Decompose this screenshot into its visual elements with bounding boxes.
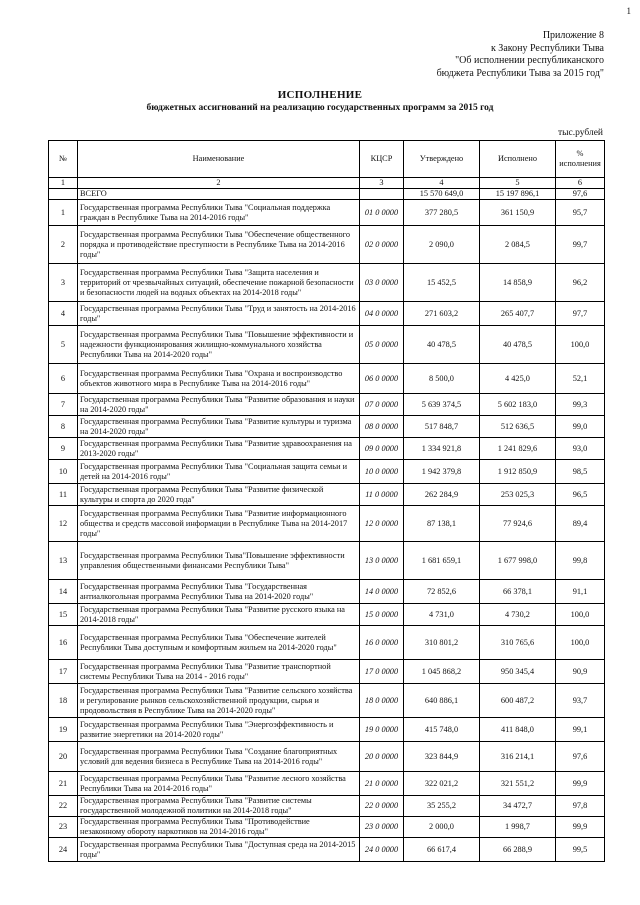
kcsr-code: 15 0 0000 — [360, 604, 404, 626]
total-row — [49, 189, 605, 200]
table-row — [49, 838, 605, 862]
kcsr-code: 02 0 0000 — [360, 226, 404, 264]
table-row — [49, 718, 605, 742]
percent-value: 98,5 — [556, 460, 605, 484]
column-index: 1 — [49, 178, 78, 189]
executed-value: 265 407,7 — [480, 302, 556, 326]
row-number: 17 — [49, 660, 78, 684]
program-name: Государственная программа Республики Тыва "Повышение эффективности и надежности функционирования жилищно-коммунального хозяйства Республики Тыва на 2014-2020 годы" — [78, 326, 360, 364]
kcsr-code: 05 0 0000 — [360, 326, 404, 364]
program-name: Государственная программа Республики Тыва "Социальная поддержка граждан в Республике Тыва на 2014-2016 годы" — [78, 200, 360, 226]
percent-value: 100,0 — [556, 326, 605, 364]
approved-value: 322 021,2 — [404, 772, 480, 796]
program-name: Государственная программа Республики Тыва "Развитие сельского хозяйства и регулирование рынков сельскохозяйственной продукции, сырья и продовольствия в Республике Тыва на 2014-2020 годы" — [78, 684, 360, 718]
row-number: 21 — [49, 772, 78, 796]
units-label: тыс.рублей — [557, 128, 603, 138]
header-num: № — [49, 141, 78, 178]
column-index: 2 — [78, 178, 360, 189]
column-index-row — [49, 178, 605, 189]
kcsr-code: 11 0 0000 — [360, 484, 404, 506]
executed-value: 600 487,2 — [480, 684, 556, 718]
total-num-cell — [49, 189, 78, 200]
program-name: Государственная программа Республики Тыва "Развитие физической культуры и спорта до 2020 года" — [78, 484, 360, 506]
table-row — [49, 200, 605, 226]
executed-value: 1 998,7 — [480, 817, 556, 838]
executed-value: 411 848,0 — [480, 718, 556, 742]
approved-value: 5 639 374,5 — [404, 394, 480, 416]
program-name: Государственная программа Республики Тыва "Развитие образования и науки на 2014-2020 годы" — [78, 394, 360, 416]
executed-value: 361 150,9 — [480, 200, 556, 226]
percent-value: 99,8 — [556, 542, 605, 580]
row-number: 11 — [49, 484, 78, 506]
total-percent: 97,6 — [556, 189, 605, 200]
approved-value: 8 500,0 — [404, 364, 480, 394]
executed-value: 310 765,6 — [480, 626, 556, 660]
document-subtitle: бюджетных ассигнований на реализацию государственных программ за 2015 год — [146, 103, 494, 113]
header-approved: Утверждено — [404, 141, 480, 178]
program-name: Государственная программа Республики Тыва "Развитие транспортной системы Республики Тыва на 2014 - 2016 годы" — [78, 660, 360, 684]
executed-value: 2 084,5 — [480, 226, 556, 264]
appendix-line: бюджета Республики Тыва за 2015 год" — [436, 67, 604, 79]
executed-value: 40 478,5 — [480, 326, 556, 364]
program-name: Государственная программа Республики Тыва"Повышение эффективности управления общественными финансами Республики Тыва" — [78, 542, 360, 580]
percent-value: 99,7 — [556, 226, 605, 264]
row-number: 4 — [49, 302, 78, 326]
kcsr-code: 21 0 0000 — [360, 772, 404, 796]
column-index: 4 — [404, 178, 480, 189]
percent-value: 89,4 — [556, 506, 605, 542]
row-number: 20 — [49, 742, 78, 772]
approved-value: 415 748,0 — [404, 718, 480, 742]
kcsr-code: 03 0 0000 — [360, 264, 404, 302]
total-approved: 15 570 649,0 — [404, 189, 480, 200]
column-index: 6 — [556, 178, 605, 189]
program-name: Государственная программа Республики Тыва "Энергоэффективность и развитие энергетики на 2014-2020 годы" — [78, 718, 360, 742]
approved-value: 1 942 379,8 — [404, 460, 480, 484]
approved-value: 2 090,0 — [404, 226, 480, 264]
table-row — [49, 660, 605, 684]
row-number: 5 — [49, 326, 78, 364]
budget-table — [48, 140, 605, 862]
kcsr-code: 17 0 0000 — [360, 660, 404, 684]
row-number: 13 — [49, 542, 78, 580]
table-row — [49, 506, 605, 542]
row-number: 14 — [49, 580, 78, 604]
executed-value: 34 472,7 — [480, 796, 556, 817]
row-number: 8 — [49, 416, 78, 438]
program-name: Государственная программа Республики Тыва "Защита населения и территорий от чрезвычайных ситуаций, обеспечение пожарной безопасности и безопасности людей на водных объектах на 2014-2018 годы" — [78, 264, 360, 302]
executed-value: 4 425,0 — [480, 364, 556, 394]
table-row — [49, 796, 605, 817]
kcsr-code: 14 0 0000 — [360, 580, 404, 604]
appendix-line: Приложение 8 — [542, 30, 604, 41]
percent-value: 93,0 — [556, 438, 605, 460]
appendix-line: "Об исполнении республиканского — [455, 55, 604, 66]
program-name: Государственная программа Республики Тыва "Государственная антиалкогольная программа Республики Тыва на 2014-2020 годы" — [78, 580, 360, 604]
header-name: Наименование — [78, 141, 360, 178]
kcsr-code: 13 0 0000 — [360, 542, 404, 580]
table-row — [49, 438, 605, 460]
table-row — [49, 394, 605, 416]
percent-value: 97,7 — [556, 302, 605, 326]
row-number: 7 — [49, 394, 78, 416]
total-code-cell — [360, 189, 404, 200]
program-name: Государственная программа Республики Тыва "Развитие культуры и туризма на 2014-2020 годы" — [78, 416, 360, 438]
kcsr-code: 06 0 0000 — [360, 364, 404, 394]
table-row — [49, 742, 605, 772]
row-number: 9 — [49, 438, 78, 460]
program-name: Государственная программа Республики Тыва "Создание благоприятных условий для ведения бизнеса в Республике Тыва на 2014-2016 годы" — [78, 742, 360, 772]
percent-value: 96,5 — [556, 484, 605, 506]
approved-value: 72 852,6 — [404, 580, 480, 604]
program-name: Государственная программа Республики Тыва "Развитие системы государственной молодежной политики на 2014-2018 годы" — [78, 796, 360, 817]
percent-value: 90,9 — [556, 660, 605, 684]
header-code: КЦСР — [360, 141, 404, 178]
approved-value: 35 255,2 — [404, 796, 480, 817]
program-name: Государственная программа Республики Тыва "Развитие информационного общества и средств массовой информации в Республике Тыва на 2014-2017 годы" — [78, 506, 360, 542]
table-row — [49, 264, 605, 302]
percent-value: 96,2 — [556, 264, 605, 302]
row-number: 2 — [49, 226, 78, 264]
executed-value: 321 551,2 — [480, 772, 556, 796]
row-number: 10 — [49, 460, 78, 484]
percent-value: 99,9 — [556, 817, 605, 838]
row-number: 6 — [49, 364, 78, 394]
total-executed: 15 197 896,1 — [480, 189, 556, 200]
program-name: Государственная программа Республики Тыва "Развитие лесного хозяйства Республики Тыва на 2014-2016 годы" — [78, 772, 360, 796]
approved-value: 640 886,1 — [404, 684, 480, 718]
table-row — [49, 226, 605, 264]
row-number: 22 — [49, 796, 78, 817]
kcsr-code: 22 0 0000 — [360, 796, 404, 817]
kcsr-code: 23 0 0000 — [360, 817, 404, 838]
program-name: Государственная программа Республики Тыва "Развитие здравоохранения на 2013-2020 годы" — [78, 438, 360, 460]
percent-value: 99,3 — [556, 394, 605, 416]
program-name: Государственная программа Республики Тыва "Охрана и воспроизводство объектов животного мира в Республике Тыва на 2014-2016 годы" — [78, 364, 360, 394]
row-number: 24 — [49, 838, 78, 862]
percent-value: 100,0 — [556, 604, 605, 626]
table-row — [49, 580, 605, 604]
percent-value: 91,1 — [556, 580, 605, 604]
header-percent: % исполнения — [556, 141, 605, 178]
executed-value: 14 858,9 — [480, 264, 556, 302]
table-row — [49, 364, 605, 394]
kcsr-code: 18 0 0000 — [360, 684, 404, 718]
program-name: Государственная программа Республики Тыва "Развитие русского языка на 2014-2018 годы" — [78, 604, 360, 626]
row-number: 18 — [49, 684, 78, 718]
kcsr-code: 04 0 0000 — [360, 302, 404, 326]
table-row — [49, 484, 605, 506]
row-number: 3 — [49, 264, 78, 302]
appendix-line: к Закону Республики Тыва — [490, 42, 604, 54]
column-index: 3 — [360, 178, 404, 189]
approved-value: 1 334 921,8 — [404, 438, 480, 460]
kcsr-code: 16 0 0000 — [360, 626, 404, 660]
percent-value: 99,5 — [556, 838, 605, 862]
executed-value: 253 025,3 — [480, 484, 556, 506]
document-title: ИСПОЛНЕНИЕ — [277, 89, 363, 101]
executed-value: 77 924,6 — [480, 506, 556, 542]
percent-value: 97,8 — [556, 796, 605, 817]
page-number: 1 — [626, 6, 631, 16]
percent-value: 100,0 — [556, 626, 605, 660]
row-number: 16 — [49, 626, 78, 660]
appendix-header — [437, 30, 604, 80]
row-number: 15 — [49, 604, 78, 626]
percent-value: 99,0 — [556, 416, 605, 438]
percent-value: 93,7 — [556, 684, 605, 718]
approved-value: 517 848,7 — [404, 416, 480, 438]
kcsr-code: 20 0 0000 — [360, 742, 404, 772]
row-number: 1 — [49, 200, 78, 226]
table-row — [49, 302, 605, 326]
executed-value: 4 730,2 — [480, 604, 556, 626]
kcsr-code: 09 0 0000 — [360, 438, 404, 460]
kcsr-code: 07 0 0000 — [360, 394, 404, 416]
approved-value: 1 681 659,1 — [404, 542, 480, 580]
executed-value: 5 602 183,0 — [480, 394, 556, 416]
executed-value: 1 912 850,9 — [480, 460, 556, 484]
table-row — [49, 604, 605, 626]
approved-value: 262 284,9 — [404, 484, 480, 506]
table-row — [49, 542, 605, 580]
header-executed: Исполнено — [480, 141, 556, 178]
approved-value: 271 603,2 — [404, 302, 480, 326]
executed-value: 66 378,1 — [480, 580, 556, 604]
table-row — [49, 626, 605, 660]
approved-value: 2 000,0 — [404, 817, 480, 838]
row-number: 19 — [49, 718, 78, 742]
approved-value: 40 478,5 — [404, 326, 480, 364]
kcsr-code: 10 0 0000 — [360, 460, 404, 484]
table-header-row — [49, 141, 605, 178]
program-name: Государственная программа Республики Тыва "Обеспечение жителей Республики Тыва доступным и комфортным жильем на 2014-2020 годы" — [78, 626, 360, 660]
approved-value: 377 280,5 — [404, 200, 480, 226]
percent-value: 97,6 — [556, 742, 605, 772]
row-number: 23 — [49, 817, 78, 838]
program-name: Государственная программа Республики Тыва "Доступная среда на 2014-2015 годы" — [78, 838, 360, 862]
table-row — [49, 684, 605, 718]
executed-value: 950 345,4 — [480, 660, 556, 684]
percent-value: 99,1 — [556, 718, 605, 742]
row-number: 12 — [49, 506, 78, 542]
percent-value: 52,1 — [556, 364, 605, 394]
approved-value: 15 452,5 — [404, 264, 480, 302]
approved-value: 310 801,2 — [404, 626, 480, 660]
program-name: Государственная программа Республики Тыва "Обеспечение общественного порядка и противодействие преступности в Республике Тыва на 2014-2016 годы" — [78, 226, 360, 264]
program-name: Государственная программа Республики Тыва "Противодействие незаконному обороту наркотиков на 2014-2016 годы" — [78, 817, 360, 838]
approved-value: 66 617,4 — [404, 838, 480, 862]
table-row — [49, 326, 605, 364]
kcsr-code: 08 0 0000 — [360, 416, 404, 438]
kcsr-code: 12 0 0000 — [360, 506, 404, 542]
executed-value: 1 677 998,0 — [480, 542, 556, 580]
executed-value: 1 241 829,6 — [480, 438, 556, 460]
table-row — [49, 416, 605, 438]
column-index: 5 — [480, 178, 556, 189]
program-name: Государственная программа Республики Тыва "Труд и занятость на 2014-2016 годы" — [78, 302, 360, 326]
percent-value: 95,7 — [556, 200, 605, 226]
table-row — [49, 460, 605, 484]
kcsr-code: 24 0 0000 — [360, 838, 404, 862]
executed-value: 316 214,1 — [480, 742, 556, 772]
executed-value: 66 288,9 — [480, 838, 556, 862]
total-label: ВСЕГО — [78, 189, 360, 200]
kcsr-code: 19 0 0000 — [360, 718, 404, 742]
approved-value: 323 844,9 — [404, 742, 480, 772]
approved-value: 4 731,0 — [404, 604, 480, 626]
table-row — [49, 772, 605, 796]
table-row — [49, 817, 605, 838]
approved-value: 87 138,1 — [404, 506, 480, 542]
executed-value: 512 636,5 — [480, 416, 556, 438]
kcsr-code: 01 0 0000 — [360, 200, 404, 226]
approved-value: 1 045 868,2 — [404, 660, 480, 684]
percent-value: 99,9 — [556, 772, 605, 796]
program-name: Государственная программа Республики Тыва "Социальная защита семьи и детей на 2014-2016 годы" — [78, 460, 360, 484]
